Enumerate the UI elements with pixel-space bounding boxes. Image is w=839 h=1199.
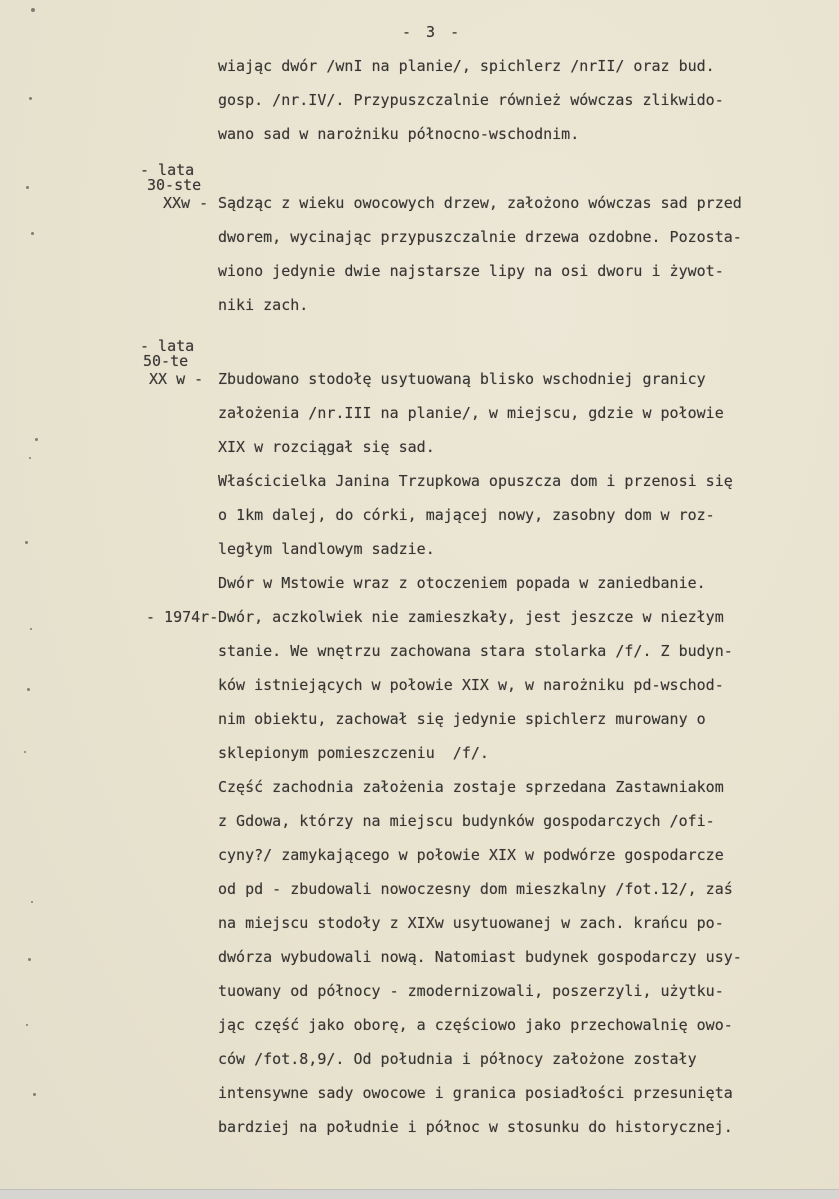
paragraph-line: Dwór, aczkolwiek nie zamieszkały, jest jeszcze w niezłym bbox=[218, 608, 724, 626]
paragraph-line: ków istniejących w połowie XIX w, w narożniku pd-wschod- bbox=[218, 676, 724, 694]
margin-note: 50-te bbox=[143, 352, 189, 370]
ink-speck bbox=[31, 901, 33, 903]
paragraph-line: stanie. We wnętrzu zachowana stara stolarka /f/. Z budyn- bbox=[218, 642, 733, 660]
ink-speck bbox=[25, 541, 28, 544]
ink-speck bbox=[29, 97, 32, 100]
section-paragraph bbox=[218, 186, 742, 322]
paragraph-line: Część zachodnia założenia zostaje sprzedana Zastawniakom bbox=[218, 778, 724, 796]
section-paragraph bbox=[218, 362, 733, 600]
ink-speck bbox=[27, 688, 30, 691]
ink-speck bbox=[35, 438, 38, 441]
paragraph-line: Dwór w Mstowie wraz z otoczeniem popada w zaniedbanie. bbox=[218, 574, 706, 592]
ink-speck bbox=[24, 751, 26, 753]
paragraph-line: z Gdowa, którzy na miejscu budynków gospodarczych /ofi- bbox=[218, 812, 715, 830]
paragraph-line: od pd - zbudowali nowoczesny dom mieszkalny /fot.12/, zaś bbox=[218, 880, 733, 898]
ink-speck bbox=[26, 1024, 28, 1026]
margin-note: 30-ste bbox=[147, 176, 202, 194]
ink-speck bbox=[31, 232, 34, 235]
paragraph-line: jąc część jako oborę, a częściowo jako przechowalnię owo- bbox=[218, 1016, 733, 1034]
paragraph-line: o 1km dalej, do córki, mającej nowy, zasobny dom w roz- bbox=[218, 506, 715, 524]
page-number: - 3 - bbox=[402, 23, 463, 41]
section-paragraph bbox=[218, 600, 742, 1144]
ink-speck bbox=[30, 628, 32, 630]
paragraph-line: na miejscu stodoły z XIXw usytuowanej w zach. krańcu po- bbox=[218, 914, 724, 932]
paragraph-line: wiono jedynie dwie najstarsze lipy na osi dworu i żywot- bbox=[218, 262, 724, 280]
paragraph-line: tuowany od północy - zmodernizowali, poszerzyli, użytku- bbox=[218, 982, 724, 1000]
margin-note: - lata bbox=[140, 161, 195, 179]
ink-speck bbox=[28, 958, 31, 961]
hanging-label: XXw - bbox=[163, 194, 209, 212]
paragraph-line: dwórza wybudowali nową. Natomiast budynek gospodarczy usy- bbox=[218, 948, 742, 966]
paragraph-line: Zbudowano stodołę usytuowaną blisko wschodniej granicy bbox=[218, 370, 706, 388]
paragraph-line: ległym landlowym sadzie. bbox=[218, 540, 435, 558]
paragraph-line: intensywne sady owocowe i granica posiadłości przesunięta bbox=[218, 1084, 733, 1102]
hanging-label: - 1974r- bbox=[146, 608, 219, 626]
ink-speck bbox=[26, 186, 29, 189]
hanging-label: XX w - bbox=[149, 370, 204, 388]
paragraph-line: ców /fot.8,9/. Od południa i północy założone zostały bbox=[218, 1050, 697, 1068]
ink-speck bbox=[29, 457, 31, 459]
paragraph-line: bardziej na południe i północ w stosunku do historycznej. bbox=[218, 1118, 733, 1136]
intro-paragraph bbox=[218, 49, 724, 151]
paragraph-line: cyny?/ zamykającego w połowie XIX w podwórze gospodarcze bbox=[218, 846, 724, 864]
paragraph-line: dworem, wycinając przypuszczalnie drzewa ozdobne. Pozosta- bbox=[218, 228, 742, 246]
paragraph-line: niki zach. bbox=[218, 296, 309, 314]
ink-speck bbox=[31, 8, 35, 12]
ink-speck bbox=[33, 1093, 36, 1096]
paragraph-line: Sądząc z wieku owocowych drzew, założono wówczas sad przed bbox=[218, 194, 742, 212]
paragraph-line: nim obiektu, zachował się jedynie spichlerz murowany o bbox=[218, 710, 706, 728]
paragraph-line: gosp. /nr.IV/. Przypuszczalnie również wówczas zlikwido- bbox=[218, 91, 724, 109]
paragraph-line: wiając dwór /wnI na planie/, spichlerz /nrII/ oraz bud. bbox=[218, 57, 715, 75]
paragraph-line: sklepionym pomieszczeniu /f/. bbox=[218, 744, 489, 762]
paragraph-line: wano sad w narożniku północno-wschodnim. bbox=[218, 125, 580, 143]
margin-note: - lata bbox=[140, 337, 195, 355]
paragraph-line: XIX w rozciągał się sad. bbox=[218, 438, 435, 456]
paragraph-line: Właścicielka Janina Trzupkowa opuszcza dom i przenosi się bbox=[218, 472, 733, 490]
scan-edge bbox=[0, 1189, 839, 1199]
paragraph-line: założenia /nr.III na planie/, w miejscu, gdzie w połowie bbox=[218, 404, 724, 422]
